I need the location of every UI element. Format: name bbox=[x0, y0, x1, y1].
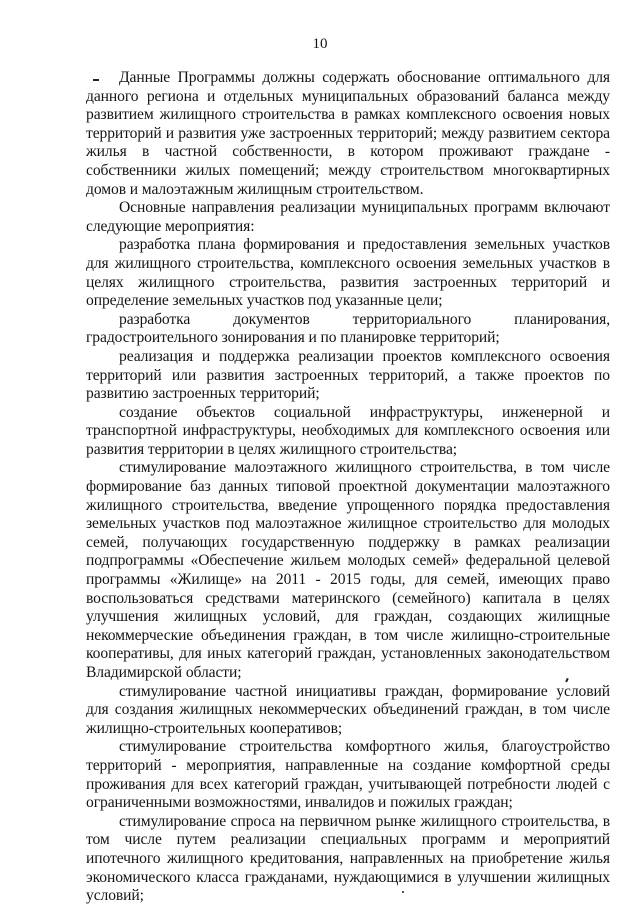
paragraph-infrastructure: создание объектов социальной инфраструктуры, инженерной и транспортной инфраструктуры, необходимых для комплексного освоения или развития территории в целях жилищного строительства; bbox=[86, 403, 610, 458]
paragraph-land-plan: разработка плана формирования и предоставления земельных участков для жилищного строительства, комплексного освоения земельных участков в целях жилищного строительства, развития застроенных территорий и определение земельных участков под указанные цели; bbox=[86, 236, 610, 310]
paragraph-planning-documents: разработка документов территориального планирования, градостроительного зонирования и по планировке территорий; bbox=[86, 310, 610, 347]
paragraph-demand-stimulation: стимулирование спроса на первичном рынке жилищного строительства, в том числе путем реализации специальных программ и мероприятий ипотечного жилищного кредитования, направленных на приобретение жилья экономического класса гражданами, нуждающимися в улучшении жилищных условий; bbox=[86, 812, 610, 905]
page-number: 10 bbox=[312, 36, 328, 52]
paragraph-private-initiative: стимулирование частной инициативы граждан, формирование условий для создания жилищных некоммерческих объединений граждан, в том числе жилищно-строительных кооперативов; bbox=[86, 682, 610, 737]
paragraph-low-rise-construction: стимулирование малоэтажного жилищного строительства, в том числе формирование баз данных типовой проектной документации малоэтажного жилищного строительства, введение упрощенного порядка предоставления земельных участков под малоэтажное жилищное строительство для молодых семей, получающих государственную поддержку в рамках реализации подпрограммы «Обеспечение жильем молодых семей» федеральной целевой программы «Жилище» на 2011 - 2015 годы, для семей, имеющих право воспользоваться средствами материнского (семейного) капитала в целях улучшения жилищных условий, для граждан, создающих жилищные некоммерческие объединения граждан, в том числе жилищно-строительные кооперативы, для иных категорий граждан, установленных законодательством Владимирской области; bbox=[86, 459, 610, 681]
paragraph-program-balance: Данные Программы должны содержать обоснование оптимального для данного региона и отдельных муниципальных образований баланса между развитием жилищного строительства в рамках комплексного освоения новых территорий и развития уже застроенных территорий; между развитием сектора жилья в частной собственности, в котором проживают граждане - собственники жилых помещений; между строительством многоквартирных домов и малоэтажным жилищным строительством. bbox=[86, 69, 610, 198]
paragraph-complex-development: реализация и поддержка реализации проектов комплексного освоения территорий или развития застроенных территорий, а также проектов по развитию застроенных территорий; bbox=[86, 347, 610, 403]
document-body bbox=[86, 69, 610, 906]
paragraph-comfortable-housing: стимулирование строительства комфортного жилья, благоустройство территорий - мероприятия, направленные на создание комфортной среды проживания для всех категорий граждан, учитывающей потребности людей с ограниченными возможностями, инвалидов и пожилых граждан; bbox=[86, 738, 610, 812]
paragraph-main-directions: Основные направления реализации муниципальных программ включают следующие мероприятия: bbox=[86, 199, 610, 235]
